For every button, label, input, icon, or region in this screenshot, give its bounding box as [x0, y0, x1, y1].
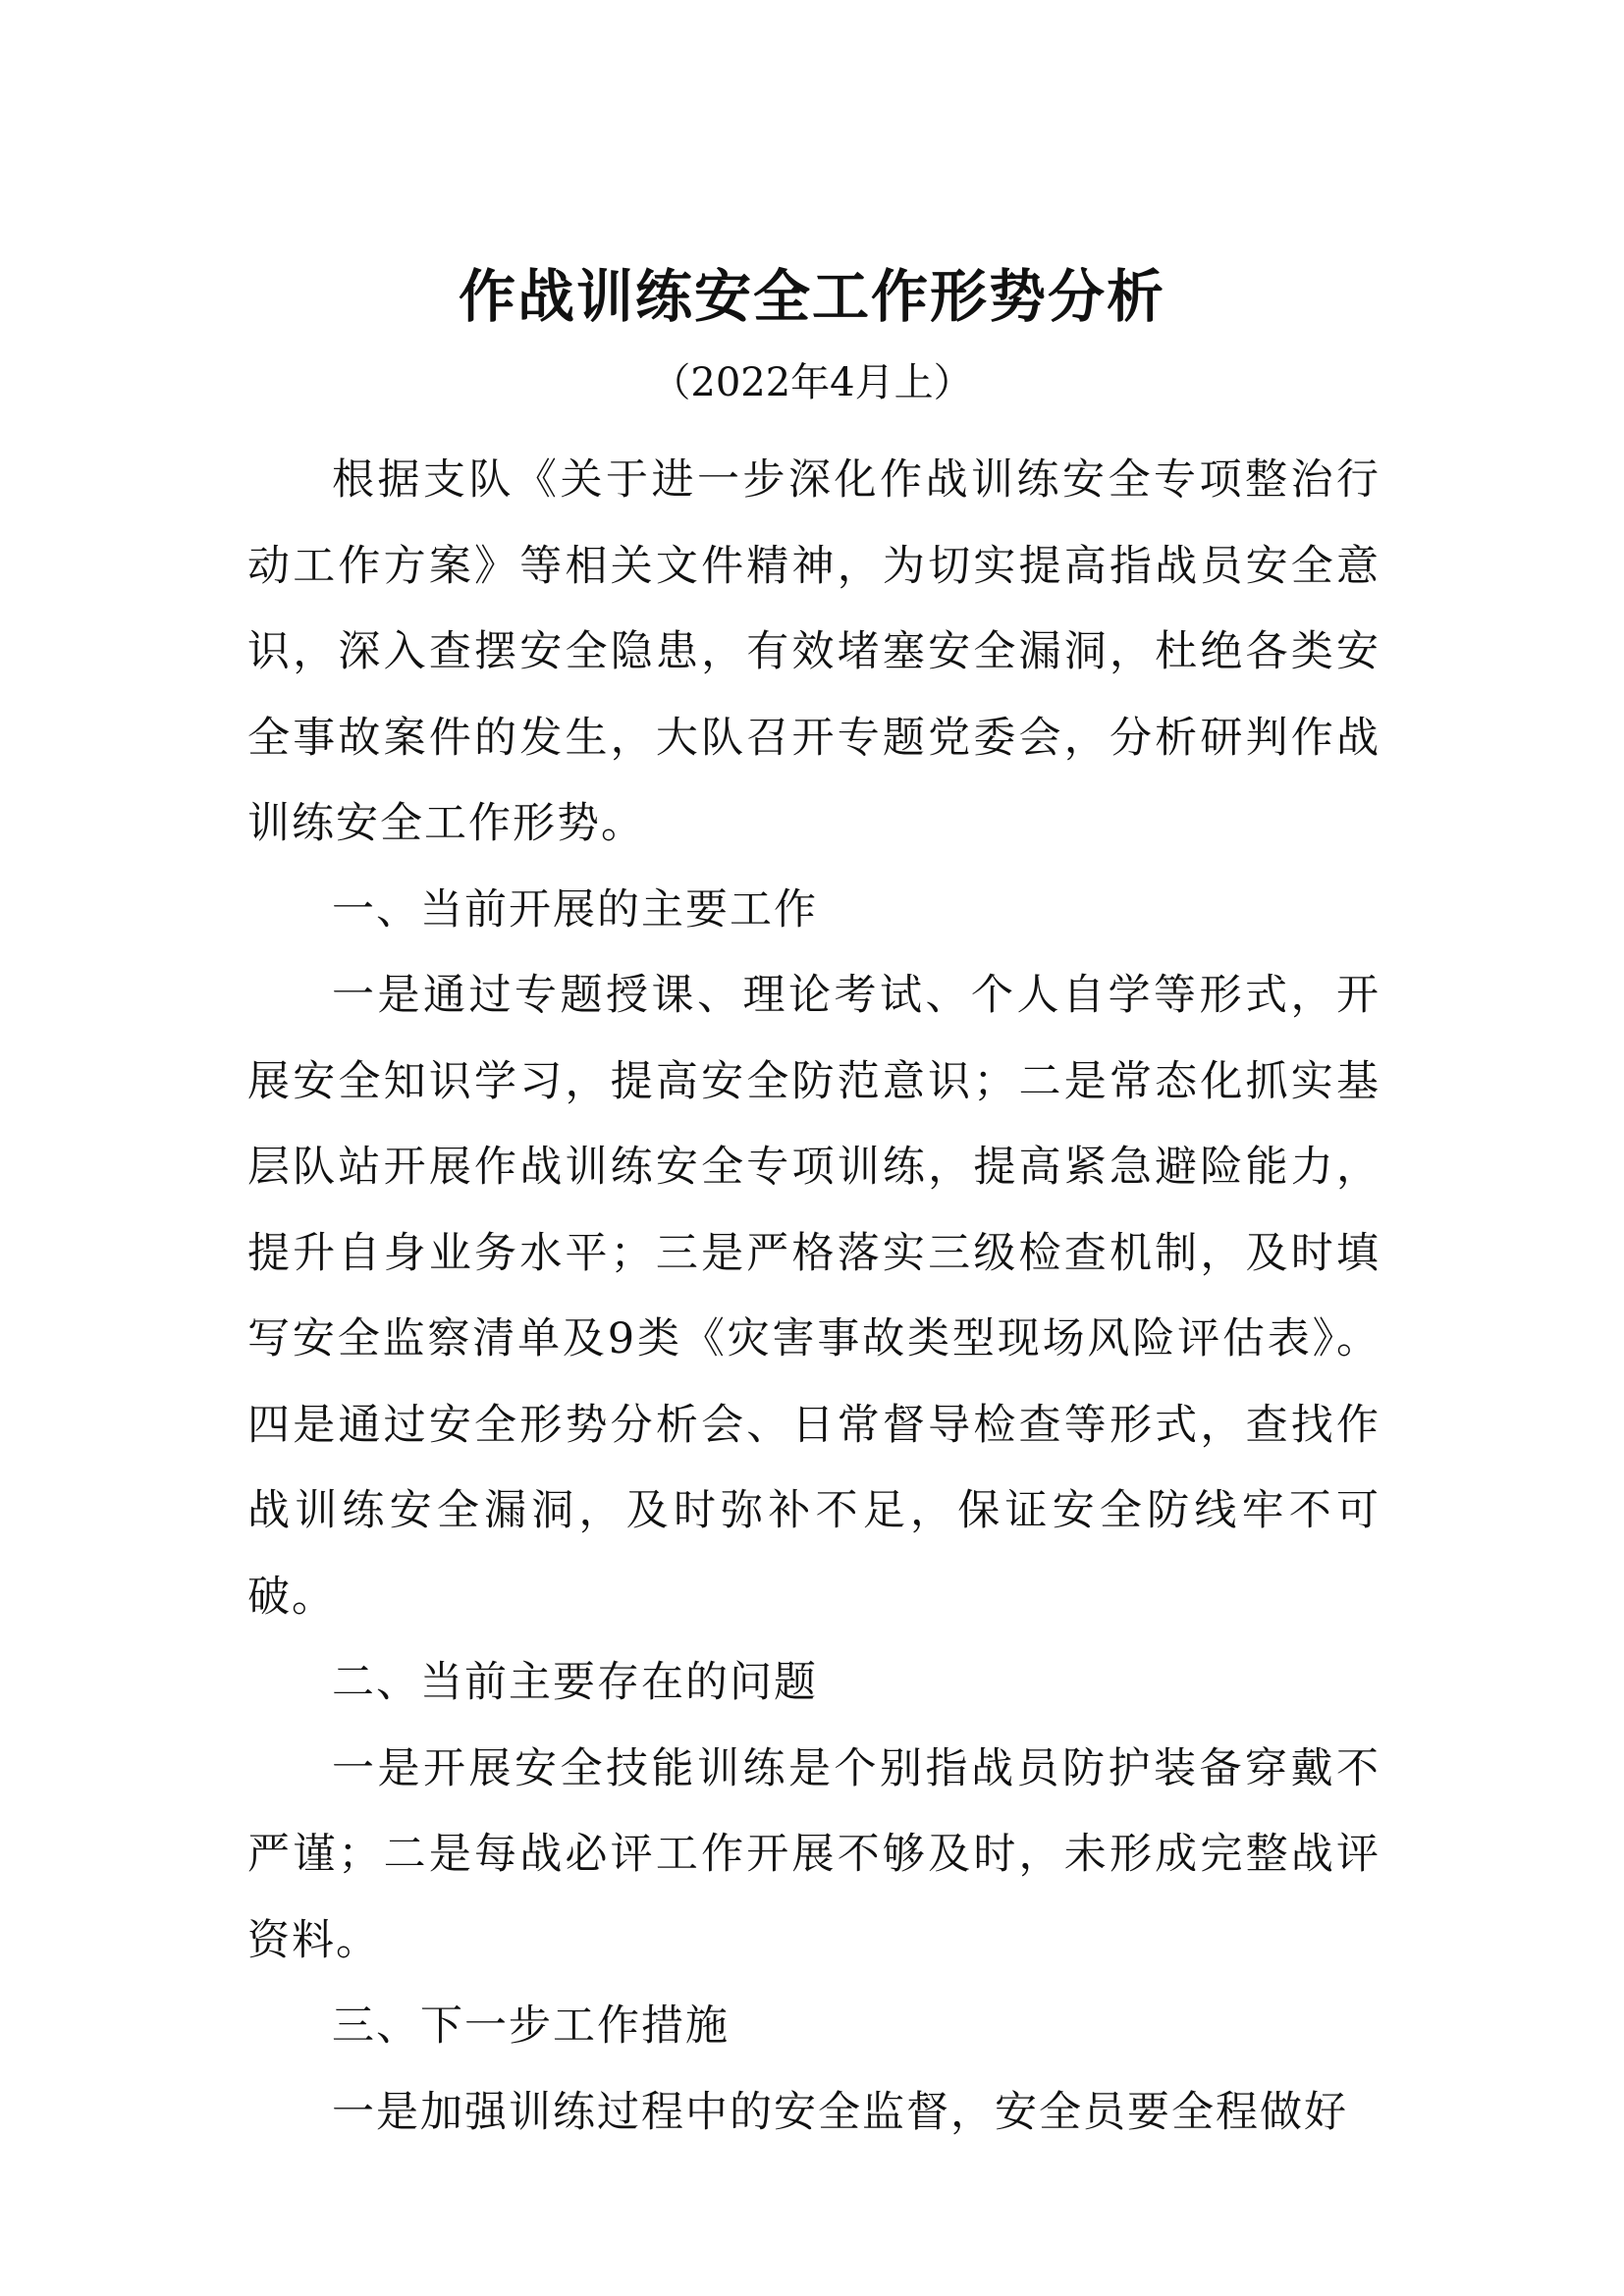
section-heading-next-steps: 三、下一步工作措施: [332, 2002, 730, 2051]
section-heading-current-work: 一、当前开展的主要工作: [332, 884, 818, 934]
section-heading-problems: 二、当前主要存在的问题: [332, 1658, 818, 1707]
section-text-current-work: 一是通过专题授课、理论考试、个人自学等形式，开展安全知识学习，提高安全防范意识；二是常态化抓实基层队站开展作战训练安全专项训练，提高紧急避险能力，提升自身业务水平；三是严格落实三级检查机制，及时填写安全监察清单及9类《灾害事故类型现场风险评估表》。四是通过安全形势分析会、日常督导检查等形式，查找作战训练安全漏洞，及时弥补不足，保证安全防线牢不可破。: [247, 971, 1380, 1622]
document-body: [247, 438, 1380, 2156]
intro-paragraph: 根据支队《关于进一步深化作战训练安全专项整治行动工作方案》等相关文件精神，为切实提高指战员安全意识，深入查摆安全隐患，有效堵塞安全漏洞，杜绝各类安全事故案件的发生，大队召开专题党委会，分析研判作战训练安全工作形势。: [247, 455, 1380, 848]
section-text-next-steps: 一是加强训练过程中的安全监督，安全员要全程做好: [332, 2087, 1348, 2137]
section-text-problems: 一是开展安全技能训练是个别指战员防护装备穿戴不严谨；二是每战必评工作开展不够及时，未形成完整战评资料。: [247, 1743, 1380, 1965]
document-date: （2022年4月上）: [651, 360, 973, 405]
document-title: 作战训练安全工作形势分析: [458, 263, 1165, 330]
